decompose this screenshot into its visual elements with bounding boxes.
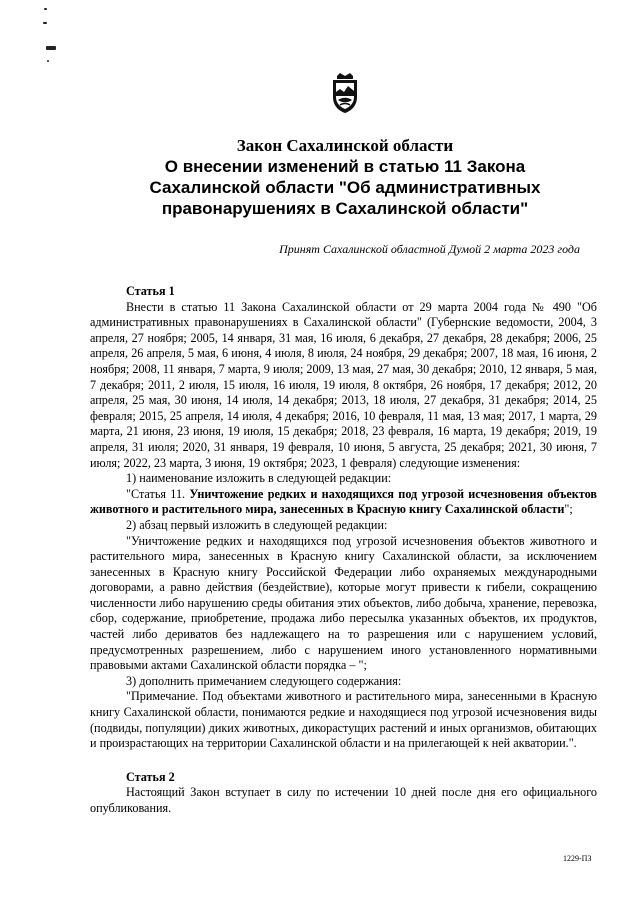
- article-2-heading: Статья 2: [126, 769, 175, 784]
- amendment-item-2: 2) абзац первый изложить в следующей редакции:: [126, 517, 388, 532]
- scan-dot: [43, 22, 47, 24]
- scan-dot: [44, 8, 47, 10]
- article-2-text: Настоящий Закон вступает в силу по истечении 10 дней после дня его официального опубликования.: [90, 785, 597, 815]
- quote-suffix: ";: [564, 502, 573, 517]
- document-number: 1229-ПЗ: [563, 854, 592, 863]
- law-title: [120, 136, 570, 219]
- amendment-item-1: 1) наименование изложить в следующей редакции:: [126, 471, 392, 486]
- title-line: правонарушениях в Сахалинской области": [161, 199, 529, 218]
- scan-dot: [46, 46, 56, 50]
- coat-of-arms-icon: [328, 72, 362, 114]
- scan-dot: [47, 60, 49, 62]
- quote-prefix: "Статья 11.: [126, 486, 190, 501]
- article-1-intro: Внести в статью 11 Закона Сахалинской области от 29 марта 2004 года № 490 "Об административных правонарушениях в Сахалинской области" (Губернские ведомости, 2004, 3 апреля, 27 ноября; 2005, 14 января, 31 мая, 16 июля, 6 декабря, 27 декабря, 28 декабря; 2006, 25 апреля, 26 апреля, 5 мая, 6 июня, 4 июля, 8 июля, 24 ноября, 29 декабря; 2007, 18 мая, 16 июня, 2 ноября; 2008, 11 января, 7 марта, 9 июля; 2009, 13 мая, 27 мая, 30 декабря; 2010, 12 января, 5 мая, 7 декабря; 2011, 2 июля, 15 июля, 16 июля, 19 июля, 8 октября, 26 ноября, 17 декабря; 2012, 20 апреля, 25 мая, 30 июня, 14 июля, 14 декабря; 2013, 18 июля, 27 декабря, 31 декабря; 2014, 25 февраля; 2015, 25 апреля, 14 июля, 4 декабря; 2016, 10 февраля, 11 мая, 13 мая; 2017, 1 марта, 29 марта, 21 июня, 23 июня, 19 июля, 15 декабря; 2018, 23 февраля, 16 марта, 19 декабря; 2019, 19 апреля, 31 июля; 2020, 31 января, 19 февраля, 10 июня, 5 августа, 25 декабря; 2021, 30 июня, 7 июля; 2022, 23 марта, 3 июня, 19 октября; 2023, 1 февраля) следующие изменения:: [90, 299, 597, 470]
- quote-bold-title: Уничтожение редких и находящихся под угрозой исчезновения объектов животного и растительного мира, занесенных в Красную книгу Сахалинской области: [90, 486, 598, 517]
- amendment-quote-2: "Уничтожение редких и находящихся под угрозой исчезновения объектов животного и растительного мира, занесенных в Красную книгу Сахалинской области, за исключением занесенных в Красную книгу Российской Федерации либо охраняемых международными договорами, а равно действия (бездействие), которые могут привести к гибели, сокращению численности либо нарушению среды обитания этих объектов, либо добыча, хранение, перевозка, сбор, содержание, приобретение, продажа либо пересылка указанных объектов, их продуктов, частей либо дериватов без надлежащего на то разрешения или с нарушением условий, предусмотренных разрешением, либо с нарушением иного установленного нормативными правовыми актами Сахалинской области порядка – ";: [90, 533, 597, 673]
- title-line: Закон Сахалинской области: [236, 136, 454, 155]
- amendment-quote-1: [90, 487, 597, 518]
- amendment-quote-3: "Примечание. Под объектами животного и растительного мира, занесенными в Красную книгу Сахалинской области, понимаются редкие и находящиеся под угрозой исчезновения виды (подвиды, популяции) диких животных, дикорастущих растений и иных организмов, обитающих и произрастающих на территории Сахалинской области и на прилегающей к ней акватории.".: [90, 689, 597, 751]
- article-1-heading: Статья 1: [126, 284, 175, 298]
- scan-marks: [36, 8, 66, 78]
- law-body: [90, 284, 597, 817]
- amendment-item-3: 3) дополнить примечанием следующего содержания:: [126, 673, 402, 688]
- adoption-note: Принят Сахалинской областной Думой 2 марта 2023 года: [279, 242, 580, 256]
- title-line: О внесении изменений в статью 11 Закона: [164, 157, 526, 176]
- title-line: Сахалинской области "Об административных: [149, 178, 541, 197]
